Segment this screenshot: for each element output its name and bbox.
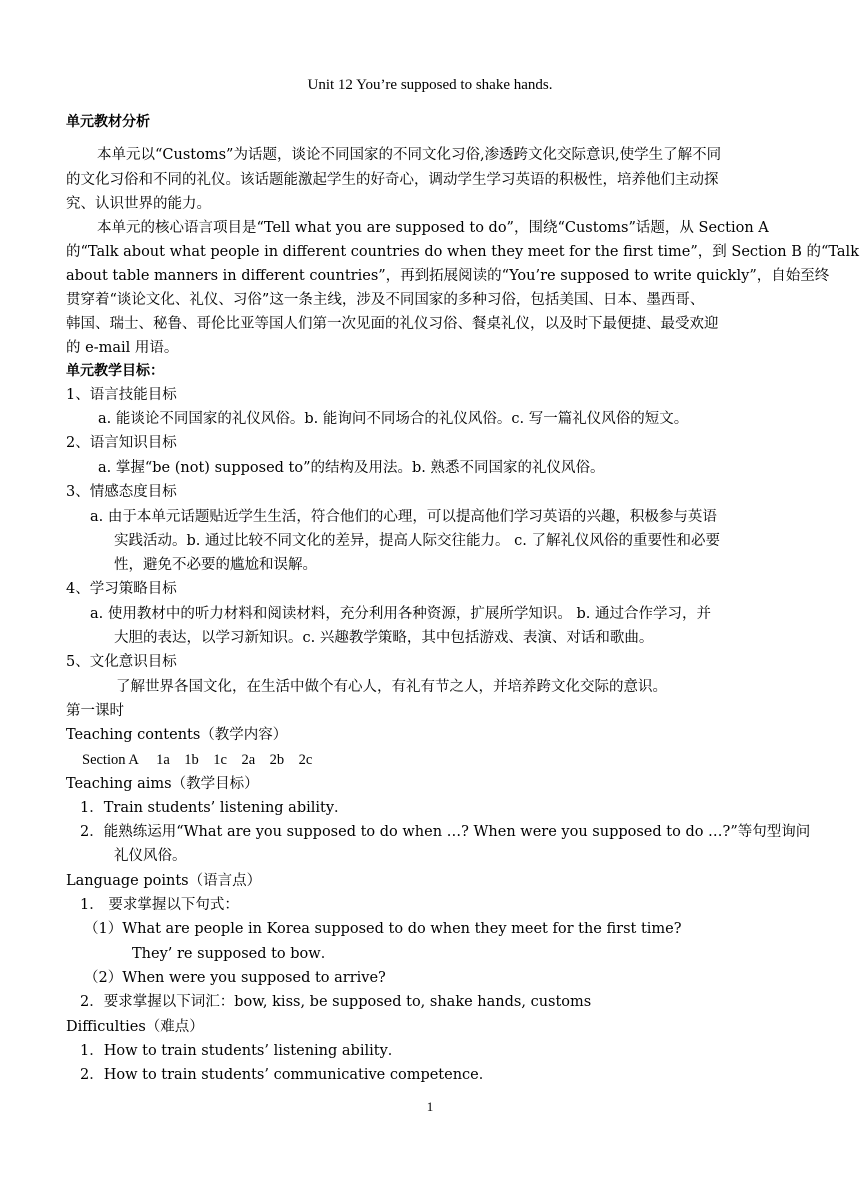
- analysis-line: 的文化习俗和不同的礼仪。该话题能激起学生的好奇心，调动学生学习英语的积极性，培养他们主动探: [66, 172, 719, 188]
- analysis-line: 韩国、瑞士、秘鲁、哥伦比亚等国人们第一次见面的礼仪习俗、餐桌礼仪，以及时下最便捷、最受欢迎: [66, 316, 719, 332]
- goal-item: a. 使用教材中的听力材料和阅读材料，充分利用各种资源，扩展所学知识。 b. 通过合作学习，并: [90, 606, 711, 622]
- analysis-line: 贯穿着“谈论文化、礼仪、习俗”这一条主线，涉及不同国家的多种习俗，包括美国、日本、墨西哥、: [66, 292, 705, 308]
- difficulty-item: 1．How to train students’ listening ability．: [80, 1043, 403, 1059]
- difficulty-item: 2．How to train students’ communicative competence．: [80, 1067, 494, 1083]
- points-label: Language points（语言点）: [66, 873, 262, 889]
- contents-label: Teaching contents（教学内容）: [66, 727, 288, 743]
- aim-item: 1．Train students’ listening ability．: [80, 800, 349, 816]
- point-item: 2．要求掌握以下词汇：bow, kiss, be supposed to, shake hands, customs: [80, 994, 592, 1010]
- point-item: 1． 要求掌握以下句式：: [80, 897, 239, 913]
- analysis-line: 本单元以“Customs”为话题，谈论不同国家的不同文化习俗,渗透跨文化交际意识,使学生了解不同: [97, 147, 722, 163]
- analysis-heading: 单元教材分析: [66, 114, 150, 130]
- goals-heading: 单元教学目标：: [66, 363, 164, 379]
- contents-value: Section A 1a 1b 1c 2a 2b 2c: [82, 752, 313, 768]
- goal-item: 4、学习策略目标: [66, 581, 177, 597]
- analysis-line: about table manners in different countries”，再到拓展阅读的“You’re supposed to write quickly”，自始至终: [66, 268, 830, 284]
- goal-item: 5、文化意识目标: [66, 654, 177, 670]
- goal-item: 了解世界各国文化，在生活中做个有心人，有礼有节之人，并培养跨文化交际的意识。: [116, 679, 667, 695]
- analysis-line: 的 e-mail 用语。: [66, 340, 179, 356]
- page-number: 1: [426, 1099, 434, 1114]
- goal-item: 1、语言技能目标: [66, 387, 177, 403]
- aim-item: 礼仪风俗。: [114, 848, 187, 864]
- goal-item: 性，避免不必要的尴尬和误解。: [114, 557, 317, 573]
- goal-item: 实践活动。b. 通过比较不同文化的差异，提高人际交往能力。 c. 了解礼仪风俗的重要性和必要: [114, 533, 720, 549]
- difficulties-label: Difficulties（难点）: [66, 1019, 204, 1035]
- aims-label: Teaching aims（教学目标）: [66, 776, 259, 792]
- page-title: Unit 12 You’re supposed to shake hands.: [307, 77, 553, 93]
- goal-item: a. 由于本单元话题贴近学生生活，符合他们的心理，可以提高他们学习英语的兴趣，积极参与英语: [90, 509, 717, 525]
- point-item: （2）When were you supposed to arrive?: [84, 970, 386, 986]
- goal-item: a. 掌握“be (not) supposed to”的结构及用法。b. 熟悉不同国家的礼仪风俗。: [98, 460, 605, 476]
- goal-item: 2、语言知识目标: [66, 435, 177, 451]
- point-item: （1）What are people in Korea supposed to do when they meet for the first time?: [84, 921, 682, 937]
- goal-item: 大胆的表达，以学习新知识。c. 兴趣教学策略，其中包括游戏、表演、对话和歌曲。: [114, 630, 654, 646]
- point-item: They’ re supposed to bow．: [132, 946, 336, 962]
- analysis-line: 本单元的核心语言项目是“Tell what you are supposed to do”，围绕“Customs”话题，从 Section A: [97, 220, 769, 236]
- analysis-line: 究、认识世界的能力。: [66, 196, 211, 212]
- goal-item: a. 能谈论不同国家的礼仪风俗。b. 能询问不同场合的礼仪风俗。c. 写一篇礼仪风俗的短文。: [98, 411, 689, 427]
- lesson-label: 第一课时: [66, 703, 124, 719]
- goal-item: 3、情感态度目标: [66, 484, 177, 500]
- aim-item: 2．能熟练运用“What are you supposed to do when …? When were you supposed to do …?”等句型询问: [80, 824, 811, 840]
- analysis-line: 的“Talk about what people in different countries do when they meet for the first time”，到 Section B 的“Talk: [66, 244, 859, 260]
